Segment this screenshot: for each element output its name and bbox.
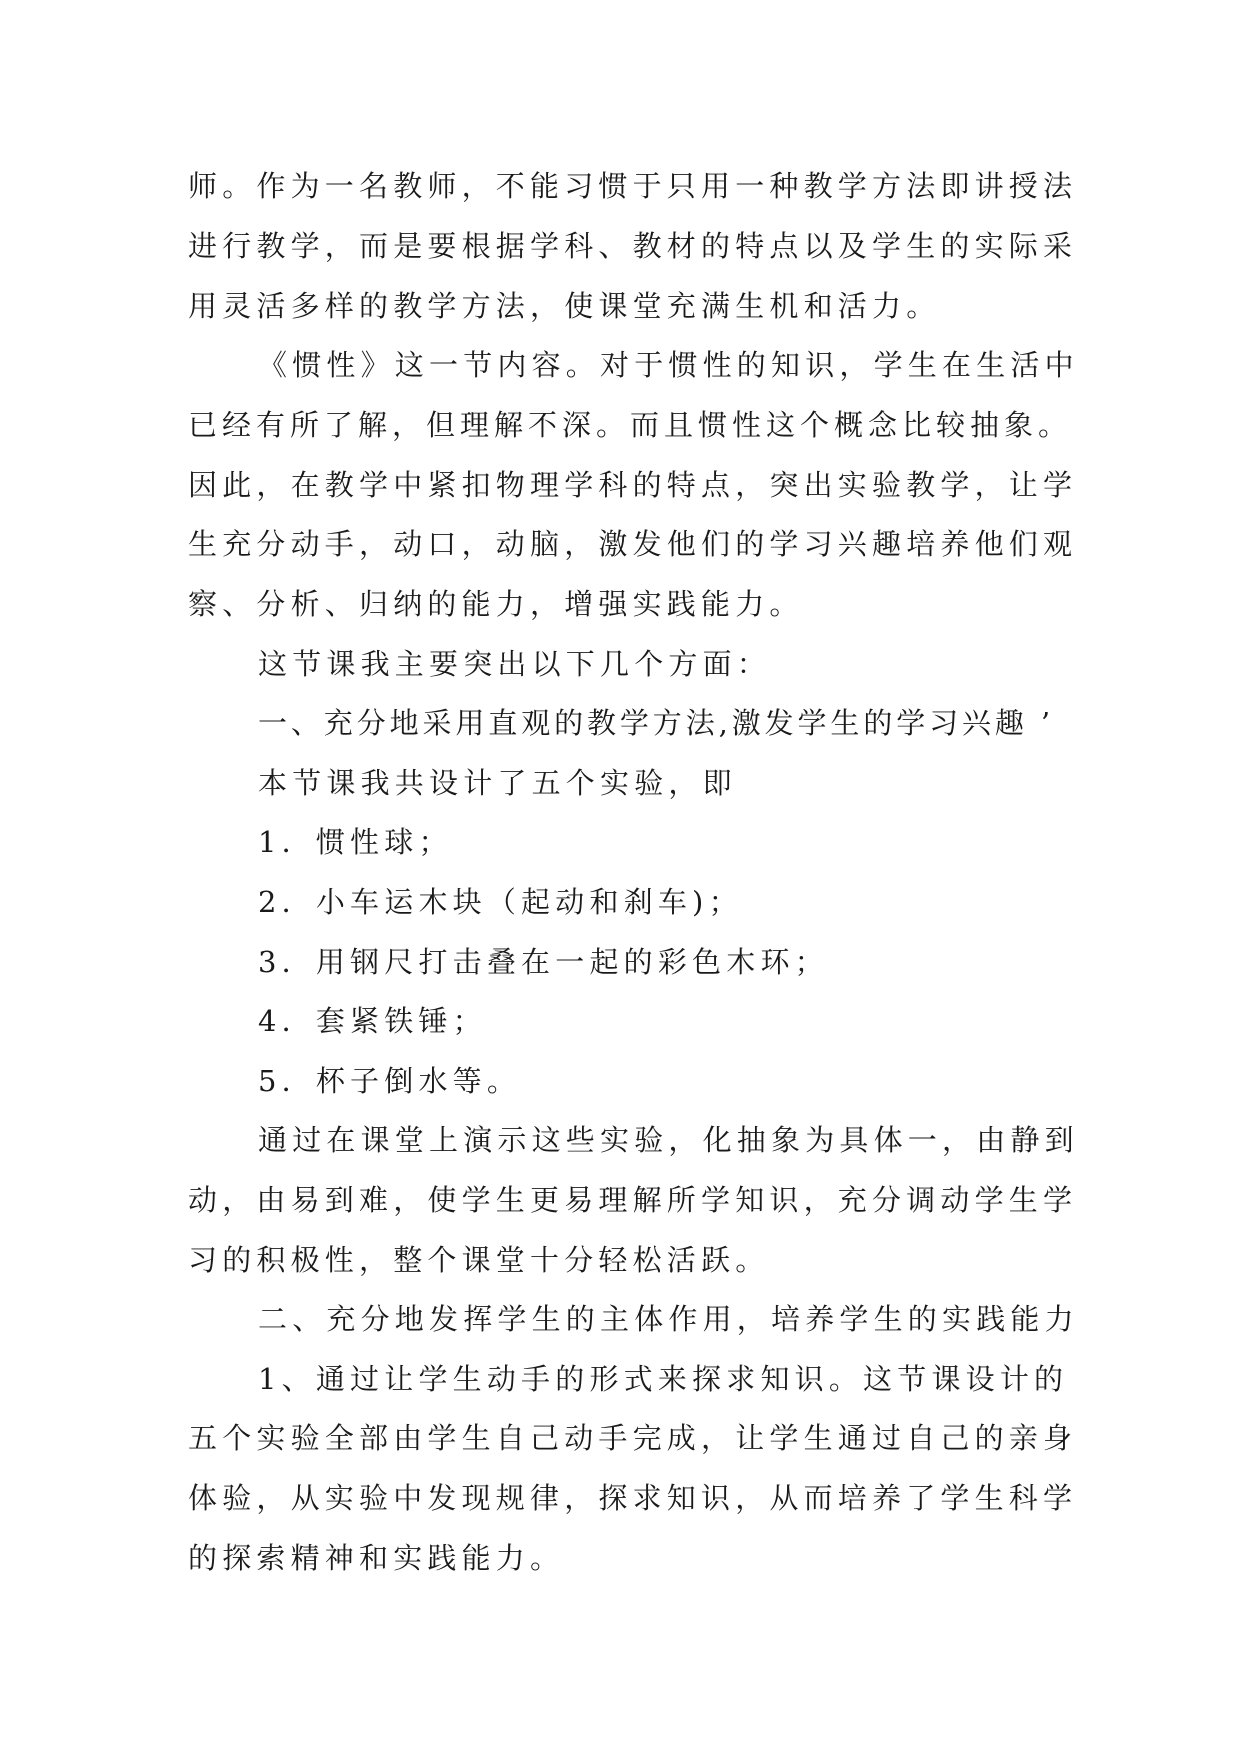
paragraph-4-line-1: 本节课我共设计了五个实验，即: [258, 766, 737, 800]
section-heading-1: 一、充分地采用直观的教学方法,激发学生的学习兴趣 ’: [258, 706, 1055, 740]
paragraph-6-line-4: 的探索精神和实践能力。: [188, 1541, 565, 1575]
paragraph-2-line-3: 因此，在教学中紧扣物理学科的特点，突出实验教学，让学: [188, 468, 1078, 502]
section-heading-2: 二、充分地发挥学生的主体作用，培养学生的实践能力: [258, 1302, 1079, 1336]
paragraph-1-line-2: 进行教学，而是要根据学科、教材的特点以及学生的实际采: [188, 229, 1078, 263]
paragraph-2-line-1: 《惯性》这一节内容。对于惯性的知识，学生在生活中: [258, 348, 1079, 382]
list-item-4: 4．套紧铁锤；: [258, 1004, 487, 1038]
paragraph-5-line-3: 习的积极性，整个课堂十分轻松活跃。: [188, 1243, 770, 1277]
paragraph-2-line-4: 生充分动手，动口，动脑，激发他们的学习兴趣培养他们观: [188, 527, 1078, 561]
paragraph-3-line-1: 这节课我主要突出以下几个方面：: [258, 647, 772, 681]
list-item-1: 1．惯性球；: [258, 825, 453, 859]
paragraph-2-line-2: 已经有所了解，但理解不深。而且惯性这个概念比较抽象。: [188, 408, 1073, 442]
list-item-5: 5．杯子倒水等。: [258, 1064, 522, 1098]
paragraph-6-line-3: 体验，从实验中发现规律，探求知识，从而培养了学生科学: [188, 1481, 1078, 1515]
paragraph-5-line-2: 动，由易到难，使学生更易理解所学知识，充分调动学生学: [188, 1183, 1078, 1217]
paragraph-6-line-1: 1、通过让学生动手的形式来探求知识。这节课设计的: [258, 1362, 1069, 1396]
paragraph-6-line-2: 五个实验全部由学生自己动手完成，让学生通过自己的亲身: [188, 1421, 1078, 1455]
paragraph-1-line-1: 师。作为一名教师，不能习惯于只用一种教学方法即讲授法: [188, 169, 1078, 203]
paragraph-2-line-5: 察、分析、归纳的能力，增强实践能力。: [188, 587, 804, 621]
paragraph-1-line-3: 用灵活多样的教学方法，使课堂充满生机和活力。: [188, 289, 941, 323]
paragraph-5-line-1: 通过在课堂上演示这些实验，化抽象为具体一，由静到: [258, 1123, 1079, 1157]
list-item-3: 3．用钢尺打击叠在一起的彩色木环；: [258, 945, 829, 979]
list-item-2: 2．小车运木块（起动和刹车)；: [258, 885, 743, 919]
